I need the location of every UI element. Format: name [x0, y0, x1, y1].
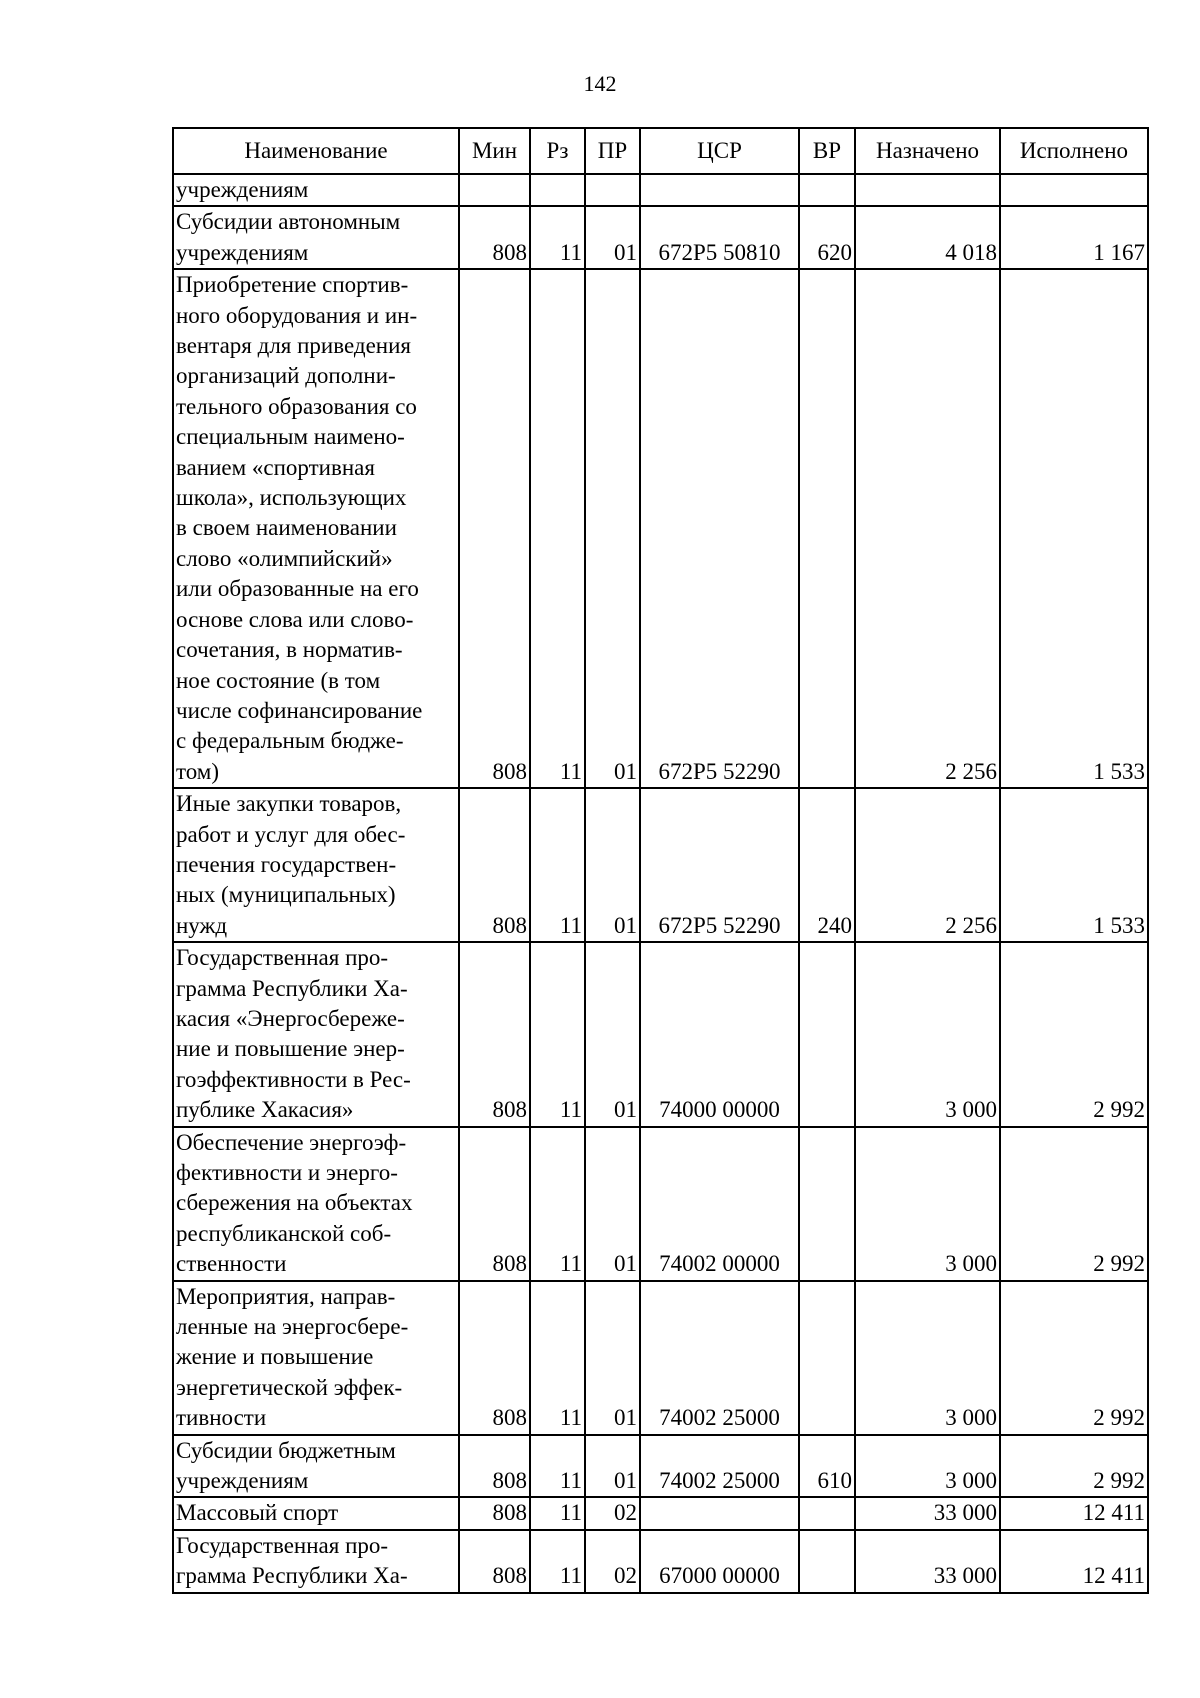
cell-csr: 74002 25000	[640, 1435, 799, 1498]
cell-min: 808	[459, 1281, 530, 1435]
header-name: Наименование	[173, 128, 459, 174]
cell-vr	[799, 1530, 855, 1593]
cell-name: Обеспечение энергоэф- фективности и энерго- сбережения на объектах республиканской соб- ственности	[173, 1127, 459, 1281]
cell-csr: 672P5 52290	[640, 269, 799, 788]
cell-pr: 01	[585, 1435, 640, 1498]
table-row	[173, 174, 1148, 206]
cell-min: 808	[459, 1127, 530, 1281]
cell-name: Субсидии автономным учреждениям	[173, 206, 459, 269]
budget-table	[172, 127, 1149, 1594]
cell-name: Иные закупки товаров, работ и услуг для обес- печения государствен- ных (муниципальных) нужд	[173, 788, 459, 942]
page-number: 142	[583, 71, 617, 96]
header-pr: ПР	[585, 128, 640, 174]
cell-executed	[1000, 174, 1148, 206]
cell-assigned	[855, 174, 1000, 206]
cell-assigned: 4 018	[855, 206, 1000, 269]
table-row	[173, 942, 1148, 1126]
cell-pr: 02	[585, 1530, 640, 1593]
cell-vr	[799, 269, 855, 788]
table-row	[173, 1497, 1148, 1529]
cell-min: 808	[459, 269, 530, 788]
cell-name: учреждениям	[173, 174, 459, 206]
table-row	[173, 1530, 1148, 1593]
cell-pr: 01	[585, 1127, 640, 1281]
cell-pr	[585, 174, 640, 206]
cell-assigned: 2 256	[855, 269, 1000, 788]
cell-vr	[799, 942, 855, 1126]
header-row	[173, 128, 1148, 174]
cell-executed: 12 411	[1000, 1497, 1148, 1529]
cell-csr	[640, 1497, 799, 1529]
table-row	[173, 206, 1148, 269]
header-executed: Исполнено	[1000, 128, 1148, 174]
table-row	[173, 1281, 1148, 1435]
table-row	[173, 269, 1148, 788]
cell-vr	[799, 1497, 855, 1529]
cell-min: 808	[459, 1497, 530, 1529]
cell-pr: 01	[585, 269, 640, 788]
cell-assigned: 3 000	[855, 1435, 1000, 1498]
cell-rz: 11	[530, 1281, 585, 1435]
cell-name: Субсидии бюджетным учреждениям	[173, 1435, 459, 1498]
cell-executed: 2 992	[1000, 1281, 1148, 1435]
cell-csr: 74002 00000	[640, 1127, 799, 1281]
header-vr: ВР	[799, 128, 855, 174]
table-row	[173, 1127, 1148, 1281]
header-rz: Рз	[530, 128, 585, 174]
cell-min: 808	[459, 1530, 530, 1593]
cell-name: Государственная про- грамма Республики Ха- касия «Энергосбереже- ние и повышение энер- гоэффективности в Рес- публике Хакасия»	[173, 942, 459, 1126]
cell-min: 808	[459, 788, 530, 942]
cell-csr: 74002 25000	[640, 1281, 799, 1435]
cell-executed: 2 992	[1000, 1435, 1148, 1498]
cell-vr	[799, 1281, 855, 1435]
cell-rz	[530, 174, 585, 206]
cell-pr: 01	[585, 1281, 640, 1435]
cell-executed: 1 167	[1000, 206, 1148, 269]
cell-executed: 1 533	[1000, 269, 1148, 788]
cell-rz: 11	[530, 1127, 585, 1281]
cell-assigned: 2 256	[855, 788, 1000, 942]
cell-min: 808	[459, 942, 530, 1126]
cell-assigned: 3 000	[855, 942, 1000, 1126]
cell-min: 808	[459, 206, 530, 269]
cell-assigned: 3 000	[855, 1281, 1000, 1435]
cell-csr: 672P5 52290	[640, 788, 799, 942]
cell-vr: 240	[799, 788, 855, 942]
cell-vr: 620	[799, 206, 855, 269]
table-row	[173, 1435, 1148, 1498]
cell-pr: 01	[585, 206, 640, 269]
table-row	[173, 788, 1148, 942]
cell-name: Мероприятия, направ- ленные на энергосбере- жение и повышение энергетической эффек- тивности	[173, 1281, 459, 1435]
cell-min: 808	[459, 1435, 530, 1498]
cell-min	[459, 174, 530, 206]
header-min: Мин	[459, 128, 530, 174]
cell-assigned: 33 000	[855, 1530, 1000, 1593]
cell-rz: 11	[530, 206, 585, 269]
cell-pr: 01	[585, 942, 640, 1126]
cell-rz: 11	[530, 1497, 585, 1529]
cell-csr: 67000 00000	[640, 1530, 799, 1593]
cell-pr: 01	[585, 788, 640, 942]
cell-vr: 610	[799, 1435, 855, 1498]
cell-name: Приобретение спортив- ного оборудования и ин- вентаря для приведения организаций дополни- тельного образования со специальным наимено- ванием «спортивная школа», использующих в своем наименовании слово «олимпийский» или образованные на его основе слова или слово- сочетания, в норматив- ное состояние (в том числе софинансирование с федеральным бюдже- том)	[173, 269, 459, 788]
cell-pr: 02	[585, 1497, 640, 1529]
header-assigned: Назначено	[855, 128, 1000, 174]
cell-vr	[799, 174, 855, 206]
cell-name: Массовый спорт	[173, 1497, 459, 1529]
cell-rz: 11	[530, 1435, 585, 1498]
cell-executed: 12 411	[1000, 1530, 1148, 1593]
cell-csr: 672P5 50810	[640, 206, 799, 269]
cell-csr	[640, 174, 799, 206]
header-csr: ЦСР	[640, 128, 799, 174]
cell-rz: 11	[530, 269, 585, 788]
cell-name: Государственная про- грамма Республики Ха-	[173, 1530, 459, 1593]
cell-vr	[799, 1127, 855, 1281]
cell-assigned: 3 000	[855, 1127, 1000, 1281]
cell-executed: 2 992	[1000, 942, 1148, 1126]
cell-csr: 74000 00000	[640, 942, 799, 1126]
cell-rz: 11	[530, 942, 585, 1126]
cell-assigned: 33 000	[855, 1497, 1000, 1529]
cell-rz: 11	[530, 788, 585, 942]
cell-executed: 1 533	[1000, 788, 1148, 942]
cell-executed: 2 992	[1000, 1127, 1148, 1281]
cell-rz: 11	[530, 1530, 585, 1593]
